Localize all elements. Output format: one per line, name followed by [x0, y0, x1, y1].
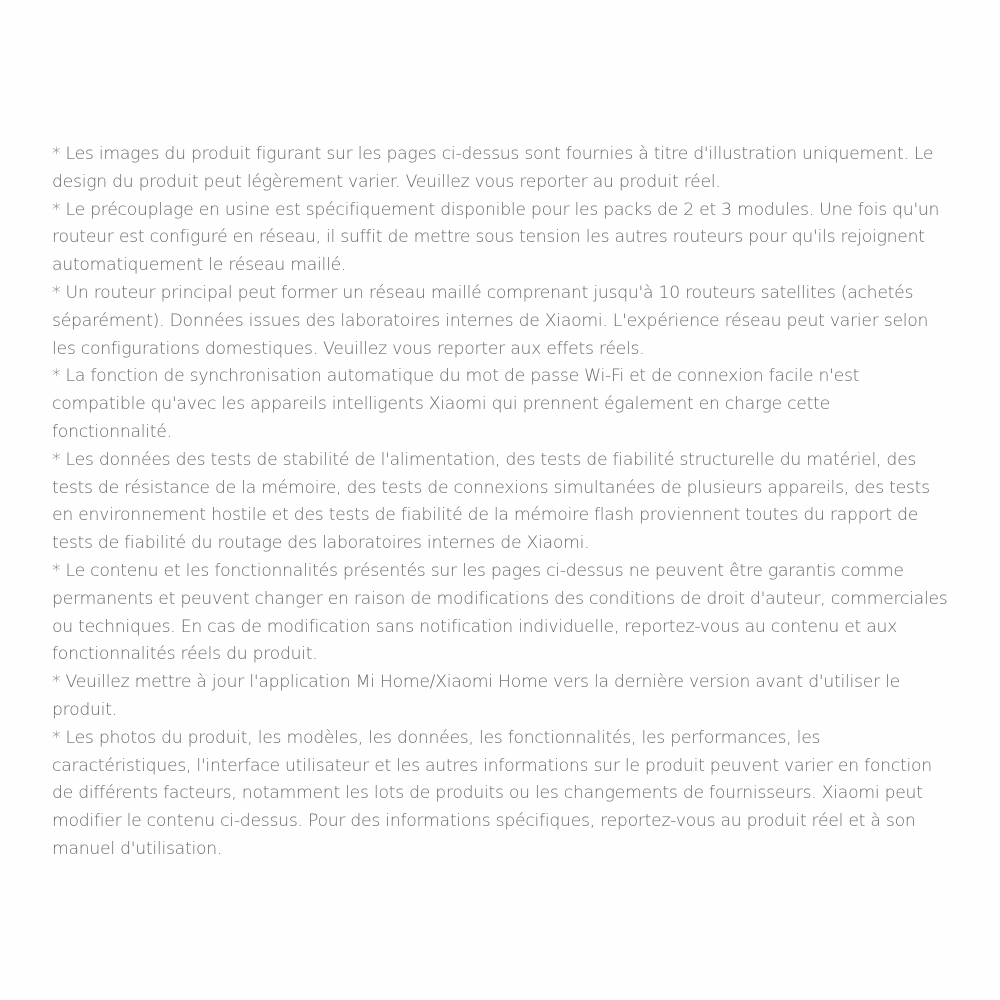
note-wifi-sync	[52, 363, 952, 446]
note-content-changes	[52, 558, 952, 669]
note-factory-pairing	[52, 197, 952, 280]
note-mesh-network-text: * Un routeur principal peut former un réseau maillé comprenant jusqu'à 10 routeurs satellites (achetés séparément). Données issues des laboratoires internes de Xiaomi. L'expérience réseau peut varier selon les configurations domestiques. Veuillez vous reporter aux effets réels.	[52, 282, 929, 359]
note-wifi-sync-text: * La fonction de synchronisation automatique du mot de passe Wi-Fi et de connexion facile n'est compatible qu'avec les appareils intelligents Xiaomi qui prennent également en charge cette fonctionnalité.	[52, 366, 860, 442]
note-reliability-tests	[52, 447, 952, 558]
note-product-variation-text: * Les photos du produit, les modèles, les données, les fonctionnalités, les performances, les caractéristiques, l'interface utilisateur et les autres informations sur le produit peuvent varier en fonction de différents facteurs, notamment les lots de produits ou les changements de fournisseurs. Xiaomi peut modifier le contenu ci-dessus. Pour des informations spécifiques, reportez-vous au produit réel et à son manuel d'utilisation.	[52, 727, 932, 859]
note-content-changes-text: * Le contenu et les fonctionnalités présentés sur les pages ci-dessus ne peuvent être garantis comme permanents et peuvent changer en raison de modifications des conditions de droit d'auteur, commerciales ou techniques. En cas de modification sans notification individuelle, reportez-vous au contenu et aux fonctionnalités réels du produit.	[52, 560, 948, 665]
note-product-variation	[52, 725, 952, 864]
note-mesh-network	[52, 280, 952, 363]
note-illustration	[52, 141, 952, 197]
note-illustration-text: * Les images du produit figurant sur les pages ci-dessus sont fournies à titre d'illustration uniquement. Le design du produit peut légèrement varier. Veuillez vous reporter au produit réel.	[52, 144, 934, 192]
note-factory-pairing-text: * Le précouplage en usine est spécifiquement disponible pour les packs de 2 et 3 modules. Une fois qu'un routeur est configuré en réseau, il suffit de mettre sous tension les autres routeurs pour qu'ils rejoignent automatiquement le réseau maillé.	[52, 199, 940, 276]
note-app-update-text: * Veuillez mettre à jour l'application Mi Home/Xiaomi Home vers la dernière version avant d'utiliser le produit.	[52, 672, 900, 720]
note-reliability-tests-text: * Les données des tests de stabilité de l'alimentation, des tests de fiabilité structurelle du matériel, des tests de résistance de la mémoire, des tests de connexions simultanées de plusieurs appareils, des tests en environnement hostile et des tests de fiabilité de la mémoire flash proviennent toutes du rapport de tests de fiabilité du routage des laboratoires internes de Xiaomi.	[52, 449, 930, 554]
note-app-update	[52, 669, 952, 725]
disclaimer-notes	[52, 141, 952, 864]
